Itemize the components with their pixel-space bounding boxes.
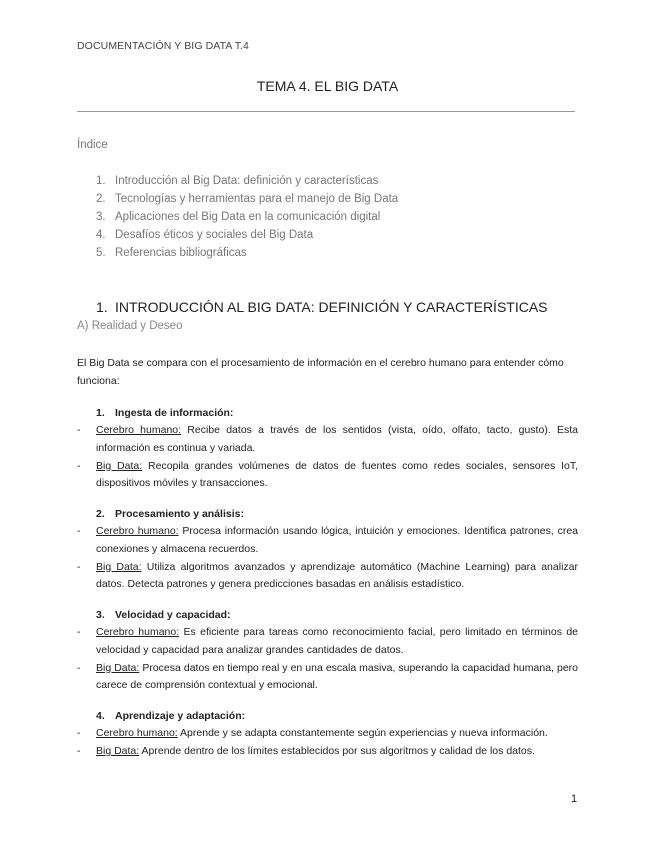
toc-item-text: Desafíos éticos y sociales del Big Data [115, 229, 314, 241]
list-dash: - [77, 424, 81, 436]
list-dash: - [77, 661, 81, 674]
list-item [77, 422, 578, 457]
toc-item-text: Referencias bibliográficas [115, 247, 247, 259]
toc-item-number: 2. [96, 193, 106, 205]
list-dash: - [77, 459, 81, 472]
item-text: Recopila grandes volúmenes de datos de fuentes como redes sociales, sensores IoT, dispositivos móviles y transacciones. [96, 459, 578, 489]
toc-item [96, 226, 398, 244]
toc-item [96, 208, 398, 226]
item-label: Big Data: [96, 745, 140, 757]
item-label: Cerebro humano: [96, 626, 180, 638]
item-label: Cerebro humano: [96, 424, 182, 436]
toc-item-text: Tecnologías y herramientas para el manejo de Big Data [115, 193, 399, 205]
toc-item-number: 5. [96, 247, 106, 259]
point-title: Aprendizaje y adaptación: [115, 710, 246, 722]
item-text: Utiliza algoritmos avanzados y aprendizaje automático (Machine Learning) para analizar datos. Detecta patrones y genera predicciones basadas en análisis estadístico. [96, 560, 578, 590]
point-number: 3. [96, 609, 105, 621]
list-dash: - [77, 560, 81, 573]
point-title: Ingesta de información: [115, 407, 234, 419]
point-title: Procesamiento y análisis: [115, 508, 244, 520]
toc-item [96, 190, 398, 208]
point-ingesta [77, 404, 578, 493]
item-text: Procesa datos en tiempo real y en una escala masiva, superando la capacidad humana, pero carece de comprensión contextual y emocional. [96, 661, 578, 691]
toc-item-text: Aplicaciones del Big Data en la comunicación digital [115, 211, 381, 223]
toc-item-number: 1. [96, 175, 106, 187]
table-of-contents [96, 172, 398, 262]
point-heading [96, 707, 578, 725]
list-dash: - [77, 626, 81, 638]
list-item [77, 660, 578, 695]
item-label: Cerebro humano: [96, 525, 179, 537]
item-text: Aprende y se adapta constantemente según experiencias y nueva información. [177, 727, 548, 739]
point-velocidad [77, 606, 578, 695]
point-heading [96, 606, 578, 624]
page-number: 1 [571, 793, 578, 805]
toc-item [96, 244, 398, 262]
point-title: Velocidad y capacidad: [115, 609, 231, 621]
item-text: Es eficiente para tareas como reconocimiento facial, pero limitado en términos de velocidad y capacidad para analizar grandes cantidades de datos. [96, 626, 578, 656]
item-label: Cerebro humano: [96, 727, 178, 739]
subsection-heading: A) Realidad y Deseo [77, 320, 183, 332]
item-text: Aprende dentro de los límites establecidos por sus algoritmos y calidad de los datos. [139, 745, 535, 757]
list-item [77, 624, 578, 659]
section-heading [96, 299, 548, 315]
item-text: Recibe datos a través de los sentidos (vista, oído, olfato, tacto, gusto). Esta información es continua y variada. [96, 424, 578, 454]
list-item [77, 559, 578, 594]
page-title: TEMA 4. EL BIG DATA [256, 78, 399, 94]
list-item [77, 458, 578, 493]
section-number: 1. [96, 299, 108, 315]
list-item [77, 743, 578, 761]
point-number: 4. [96, 710, 105, 722]
point-number: 1. [96, 407, 105, 419]
point-aprendizaje [77, 707, 578, 761]
list-dash: - [77, 727, 81, 739]
toc-item-text: Introducción al Big Data: definición y características [115, 175, 379, 187]
point-heading [96, 505, 578, 523]
list-dash: - [77, 745, 81, 757]
item-label: Big Data: [96, 560, 142, 573]
title-divider [77, 111, 575, 112]
running-header: DOCUMENTACIÓN Y BIG DATA T.4 [77, 40, 249, 52]
item-text: Procesa información usando lógica, intuición y emociones. Identifica patrones, crea conexiones y almacena recuerdos. [96, 525, 578, 555]
intro-paragraph: El Big Data se compara con el procesamiento de información en el cerebro humano para entender cómo funciona: [77, 357, 564, 387]
list-item [77, 523, 578, 558]
item-label: Big Data: [96, 459, 143, 472]
point-heading [96, 404, 578, 422]
toc-item-number: 3. [96, 211, 106, 223]
toc-item [96, 172, 398, 190]
toc-item-number: 4. [96, 229, 106, 241]
list-dash: - [77, 525, 81, 537]
point-number: 2. [96, 508, 105, 520]
item-label: Big Data: [96, 661, 140, 674]
list-item [77, 725, 578, 743]
toc-heading: Índice [77, 139, 108, 151]
point-procesamiento [77, 505, 578, 594]
section-title: INTRODUCCIÓN AL BIG DATA: DEFINICIÓN Y CARACTERÍSTICAS [115, 299, 548, 315]
